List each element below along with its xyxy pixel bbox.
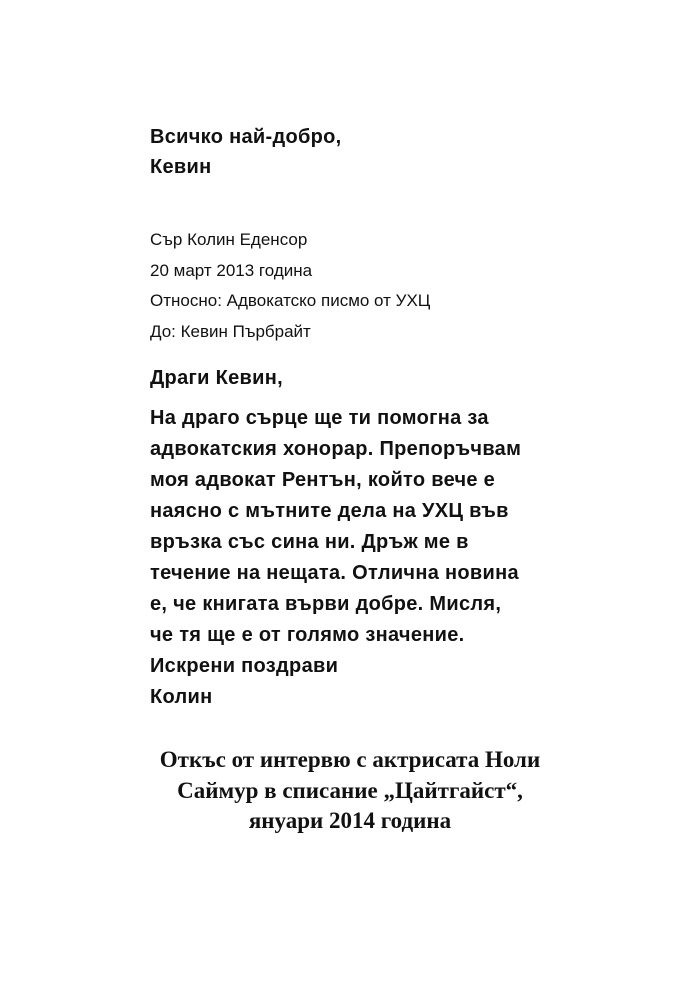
body-line: адвокатския хонорар. Препоръчвам <box>150 438 522 460</box>
body-line: течение на нещата. Отлична новина <box>150 562 519 584</box>
body-line: наясно с мътните дела на УХЦ във <box>150 500 509 522</box>
letter-signoff: Искрени поздрави <box>150 655 339 677</box>
letter-body <box>150 403 600 713</box>
letter-date: 20 март 2013 година <box>150 260 313 280</box>
letter-greeting <box>150 363 600 393</box>
section-heading-line: януари 2014 година <box>248 808 452 833</box>
letter-subject: Относно: Адвокатско писмо от УХЦ <box>150 291 431 310</box>
letter-header <box>150 225 600 347</box>
body-line: На драго сърце ще ти помогна за <box>150 407 489 429</box>
letter-sender: Сър Колин Еденсор <box>150 230 308 249</box>
previous-letter-closing <box>150 122 600 182</box>
closing-signature: Кевин <box>150 156 212 178</box>
section-heading-line: Откъс от интервю с актрисата Ноли <box>159 747 541 772</box>
body-line: връзка със сина ни. Дръж ме в <box>150 531 469 553</box>
letter-signature: Колин <box>150 686 213 708</box>
section-heading-line: Саймур в списание „Цайтгайст“, <box>177 777 523 803</box>
section-heading <box>0 745 700 837</box>
closing-phrase: Всичко най-добро, <box>150 126 342 148</box>
letter-recipient: До: Кевин Пърбрайт <box>150 321 311 341</box>
body-line: е, че книгата върви добре. Мисля, <box>150 593 502 615</box>
greeting-text: Драги Кевин, <box>150 367 283 389</box>
body-line: че тя ще е от голямо значение. <box>150 624 465 646</box>
body-line: моя адвокат Рентън, който вече е <box>150 469 496 491</box>
